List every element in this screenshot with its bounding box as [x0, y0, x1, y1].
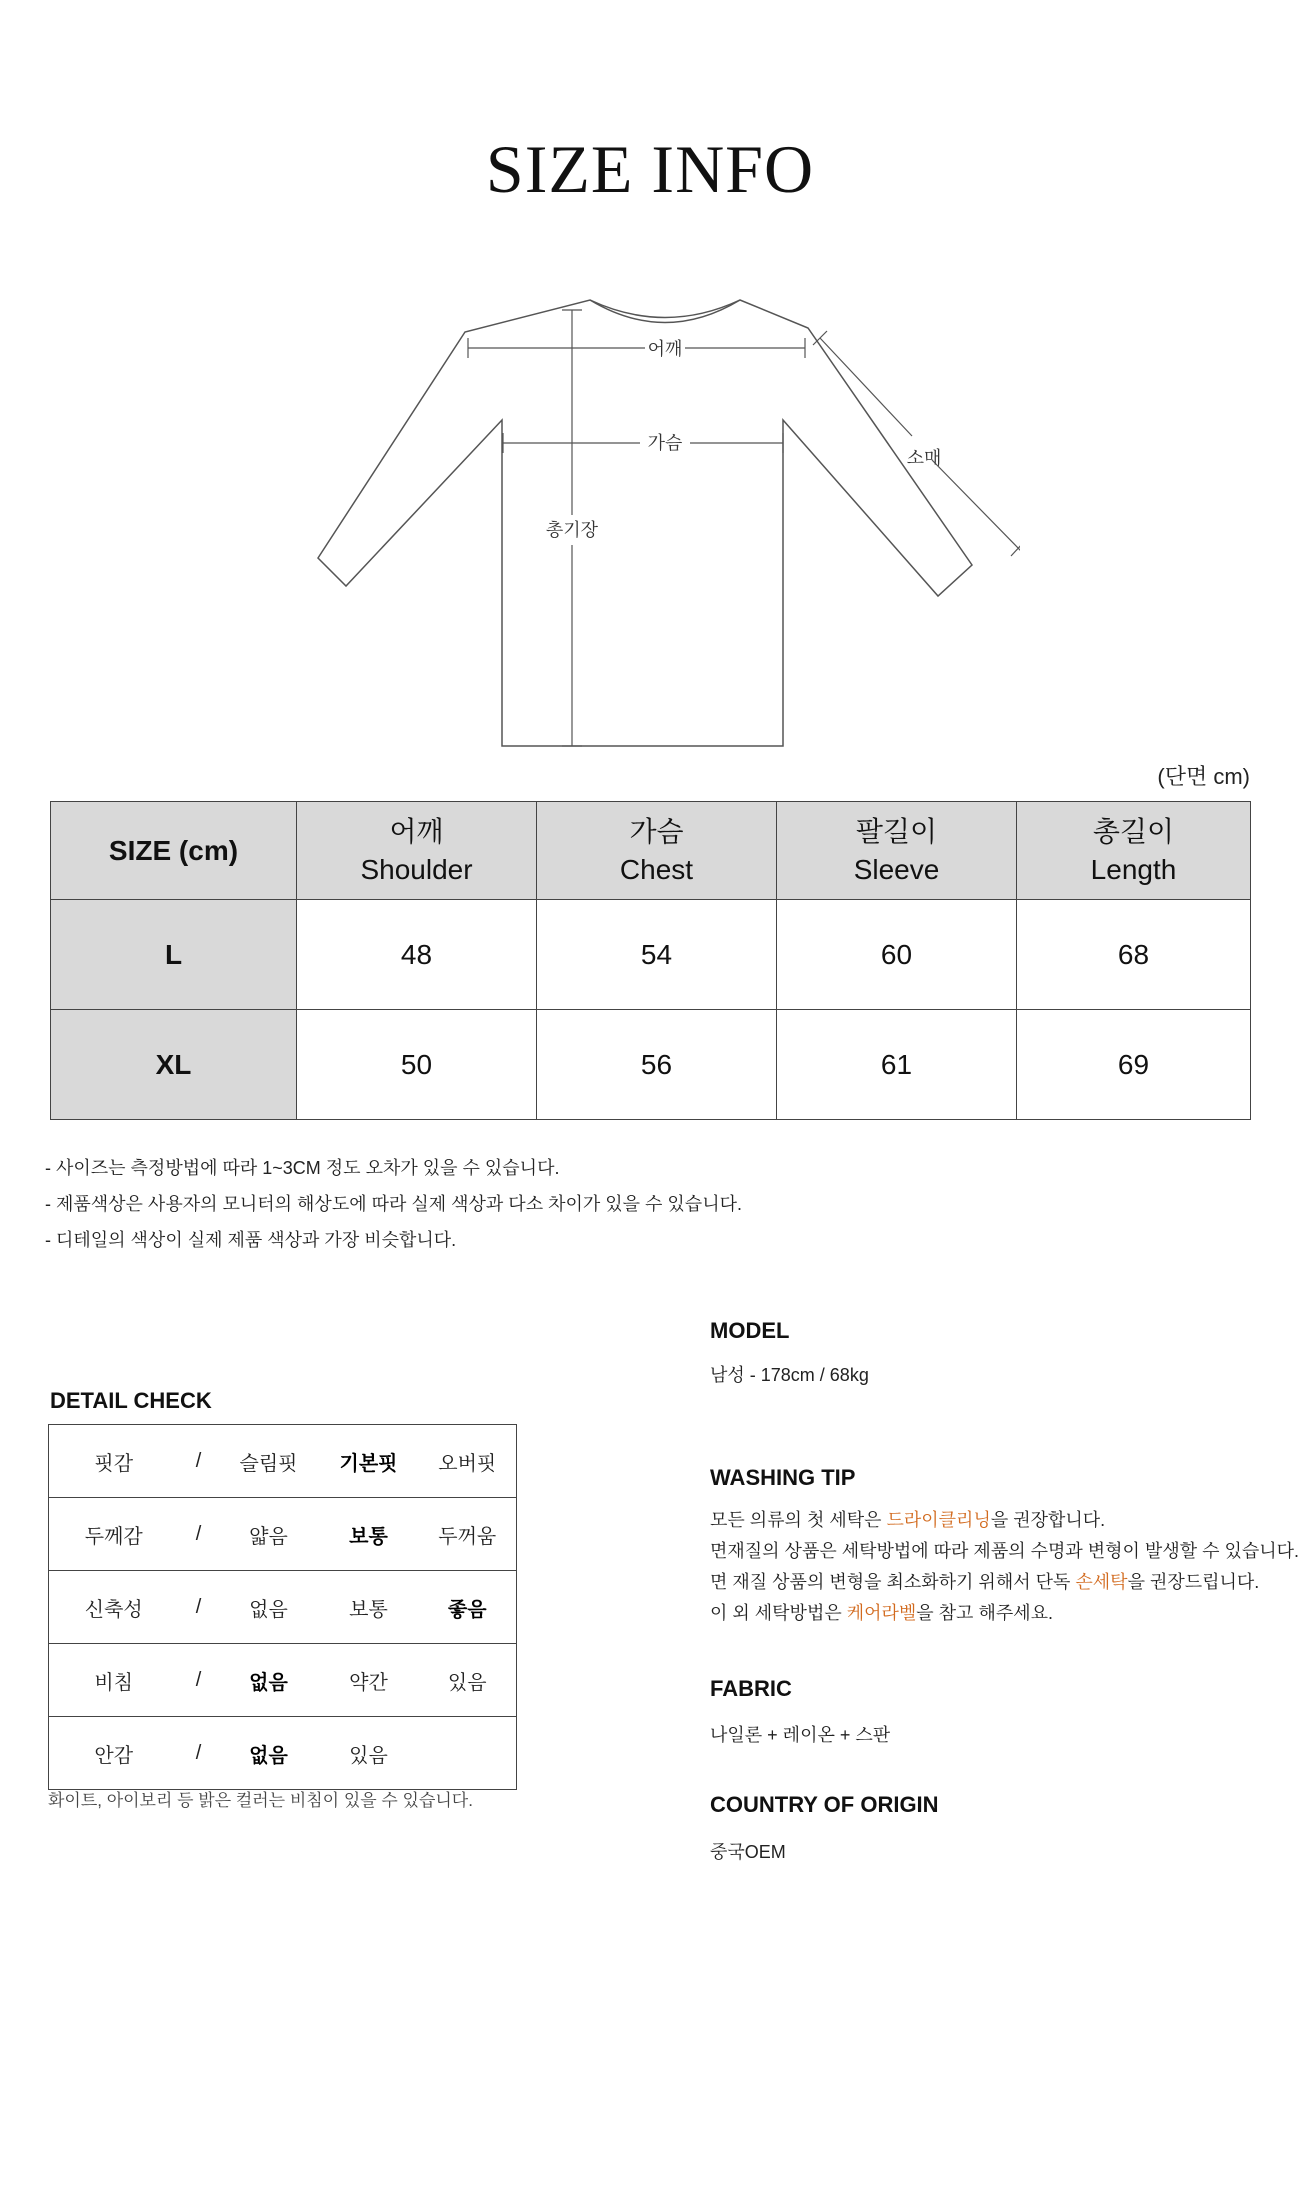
- header-chest: 가슴 Chest: [537, 802, 777, 900]
- garment-outline: [318, 300, 972, 746]
- size-value: 56: [537, 1010, 777, 1120]
- detail-label: 비침: [49, 1644, 179, 1717]
- detail-option: 얇음: [219, 1498, 319, 1571]
- header-size: SIZE (cm): [51, 802, 297, 900]
- size-table-header: [51, 802, 1251, 900]
- size-label: L: [51, 900, 297, 1010]
- detail-option: 약간: [319, 1644, 419, 1717]
- chest-label: 가슴: [647, 433, 683, 453]
- note-line: - 사이즈는 측정방법에 따라 1~3CM 정도 오차가 있을 수 있습니다.: [45, 1158, 560, 1178]
- detail-option: [419, 1717, 517, 1790]
- origin-text: 중국OEM: [710, 1842, 786, 1862]
- model-title: MODEL: [710, 1318, 790, 1343]
- detail-option: 슬림핏: [219, 1425, 319, 1498]
- size-value: 50: [297, 1010, 537, 1120]
- sleeve-measure-line: [820, 338, 912, 436]
- origin-title: COUNTRY OF ORIGIN: [710, 1792, 939, 1817]
- sleeve-label: 소매: [906, 448, 942, 468]
- detail-check-table: [48, 1424, 517, 1790]
- washing-highlight: 드라이클리닝: [886, 1510, 991, 1530]
- size-label: XL: [51, 1010, 297, 1120]
- table-row: [51, 900, 1251, 1010]
- detail-separator: /: [179, 1644, 219, 1717]
- header-sleeve: 팔길이 Sleeve: [777, 802, 1017, 900]
- detail-option: 기본핏: [319, 1425, 419, 1498]
- washing-line: 면재질의 상품은 세탁방법에 따라 제품의 수명과 변형이 발생할 수 있습니다.: [710, 1541, 1300, 1561]
- detail-label: 안감: [49, 1717, 179, 1790]
- detail-option: 두꺼움: [419, 1498, 517, 1571]
- washing-line: 모든 의류의 첫 세탁은 드라이클리닝을 권장합니다.: [710, 1510, 1106, 1530]
- model-text: 남성 - 178cm / 68kg: [710, 1365, 869, 1385]
- detail-label: 두께감: [49, 1498, 179, 1571]
- detail-separator: /: [179, 1425, 219, 1498]
- detail-separator: /: [179, 1571, 219, 1644]
- detail-option: 보통: [319, 1571, 419, 1644]
- detail-label: 핏감: [49, 1425, 179, 1498]
- shoulder-label: 어깨: [647, 339, 683, 359]
- size-value: 48: [297, 900, 537, 1010]
- size-value: 60: [777, 900, 1017, 1010]
- unit-note: (단면 cm): [1157, 764, 1250, 789]
- detail-separator: /: [179, 1498, 219, 1571]
- length-label: 총기장: [545, 520, 599, 540]
- size-notes: [45, 1150, 742, 1258]
- detail-option: 없음: [219, 1571, 319, 1644]
- detail-row: [49, 1571, 517, 1644]
- washing-line: 면 재질 상품의 변형을 최소화하기 위해서 단독 손세탁을 권장드립니다.: [710, 1572, 1260, 1592]
- washing-text: [710, 1505, 1299, 1629]
- detail-check-title: DETAIL CHECK: [50, 1388, 212, 1413]
- detail-row: [49, 1498, 517, 1571]
- washing-line: 이 외 세탁방법은 케어라벨을 참고 해주세요.: [710, 1603, 1053, 1623]
- header-length: 총길이 Length: [1017, 802, 1251, 900]
- fabric-title: FABRIC: [710, 1676, 792, 1701]
- detail-option: 보통: [319, 1498, 419, 1571]
- detail-option: 좋음: [419, 1571, 517, 1644]
- size-value: 54: [537, 900, 777, 1010]
- note-line: - 제품색상은 사용자의 모니터의 해상도에 따라 실제 색상과 다소 차이가 있을 수 있습니다.: [45, 1194, 742, 1214]
- washing-highlight: 케어라벨: [846, 1603, 917, 1623]
- washing-highlight: 손세탁: [1075, 1572, 1128, 1592]
- detail-option: 없음: [219, 1644, 319, 1717]
- detail-label: 신축성: [49, 1571, 179, 1644]
- size-table: [50, 801, 1251, 1120]
- detail-row: [49, 1717, 517, 1790]
- size-value: 61: [777, 1010, 1017, 1120]
- table-row: [51, 1010, 1251, 1120]
- washing-title: WASHING TIP: [710, 1465, 856, 1490]
- detail-option: 있음: [319, 1717, 419, 1790]
- garment-diagram: [300, 290, 1020, 760]
- fabric-text: 나일론 + 레이온 + 스판: [710, 1725, 891, 1745]
- size-value: 68: [1017, 900, 1251, 1010]
- detail-separator: /: [179, 1717, 219, 1790]
- detail-option: 있음: [419, 1644, 517, 1717]
- note-line: - 디테일의 색상이 실제 제품 색상과 가장 비슷합니다.: [45, 1230, 457, 1250]
- detail-check-note: 화이트, 아이보리 등 밝은 컬러는 비침이 있을 수 있습니다.: [48, 1791, 473, 1810]
- header-shoulder: 어깨 Shoulder: [297, 802, 537, 900]
- detail-option: 없음: [219, 1717, 319, 1790]
- detail-option: 오버핏: [419, 1425, 517, 1498]
- detail-row: [49, 1425, 517, 1498]
- size-value: 69: [1017, 1010, 1251, 1120]
- detail-row: [49, 1644, 517, 1717]
- page-title: SIZE INFO: [485, 131, 815, 207]
